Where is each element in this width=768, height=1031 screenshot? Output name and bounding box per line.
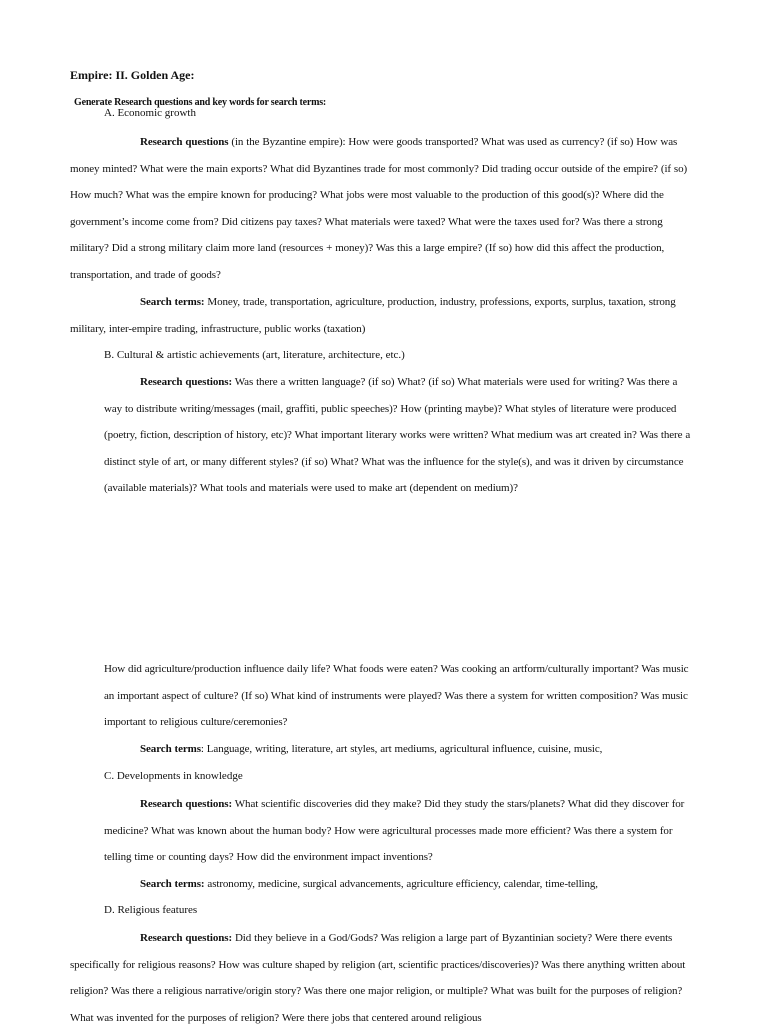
section-c-search-terms <box>104 871 696 898</box>
section-d-rq-text: Did they believe in a God/Gods? Was religion a large part of Byzantinian society? Were there events specifically for religious reasons? How was culture shaped by religion (art, scientific practices/discoveries)? Was there anything written about religion? Was there a religious narrative/origin story? Was there one major religion, or multiple? What was built for the purposes of religion? What was invented for the purposes of religion? Were there jobs that centered around religious <box>70 932 686 1024</box>
page-title: Empire: II. Golden Age: <box>70 68 195 82</box>
section-c-st-label: Search terms: <box>140 878 205 890</box>
section-c-rq-label: Research questions: <box>140 798 233 810</box>
section-a-rq-text: (in the Byzantine empire): How were goods transported? What was used as currency? (if so) How was money minted? What were the main exports? What did Byzantines trade for most commonly? Did trading occur outside of the empire? (if so) How much? What was the empire known for producing? What jobs were most valuable to the production of this good(s)? Where did the government’s income come from? Did citizens pay taxes? What materials were taxed? What were the taxes used for? Was there a strong military? Did a strong military claim more land (resources + money)? Was this a large empire? (If so) how did this affect the production, transportation, and trade of goods? <box>70 136 688 281</box>
section-a-heading: A. Economic growth <box>104 107 196 119</box>
section-b-continued: How did agriculture/production influence daily life? What foods were eaten? Was cooking an artform/culturally important? Was music an important aspect of culture? (If so) What kind of instruments were played? Was there a system for written composition? Was music important to religious culture/ceremonies? <box>104 663 689 729</box>
section-a-st-label: Search terms: <box>140 296 205 308</box>
section-c-st-text: astronomy, medicine, surgical advancements, agriculture efficiency, calendar, time-telling, <box>204 878 598 890</box>
section-b-st-text: : Language, writing, literature, art styles, art mediums, agricultural influence, cuisine, music, <box>200 743 603 755</box>
section-b-rq-text: Was there a written language? (if so) What? (if so) What materials were used for writing? Was there a way to distribute writing/messages (mail, graffiti, public speeches)? How (printing maybe)? What styles of literature were produced (poetry, fiction, description of history, etc)? What important literary works were written? What medium was art created in? Was there a distinct style of art, or many different styles? (if so) What? What was the influence for the style(s), and was it driven by circumstance (available materials)? What tools and materials were used to make art (dependent on medium)? <box>104 376 691 495</box>
section-a-st-text: Money, trade, transportation, agriculture, production, industry, professions, exports, surplus, taxation, strong military, inter-empire trading, infrastructure, public works (taxation) <box>70 296 676 335</box>
section-d-research-questions <box>70 925 700 1031</box>
section-b-research-questions <box>104 369 696 502</box>
section-a-rq-label: Research questions <box>140 136 229 148</box>
section-c-research-questions <box>104 791 696 871</box>
section-b-heading: B. Cultural & artistic achievements (art, literature, architecture, etc.) <box>104 349 405 361</box>
section-c-heading: C. Developments in knowledge <box>104 770 243 782</box>
section-b-st-label: Search terms <box>140 743 201 755</box>
section-d-rq-label: Research questions: <box>140 932 233 944</box>
section-b-rq-label: Research questions: <box>140 376 233 388</box>
section-a-search-terms <box>70 289 700 342</box>
page-subtitle: Generate Research questions and key words for search terms: <box>74 97 327 108</box>
section-c-rq-text: What scientific discoveries did they make? Did they study the stars/planets? What did they discover for medicine? What was known about the human body? How were agricultural processes made more efficient? Was there a system for telling time or counting days? How did the environment impact inventions? <box>104 798 685 864</box>
section-a-research-questions <box>70 129 700 289</box>
section-b-search-terms <box>104 736 696 763</box>
section-d-heading: D. Religious features <box>104 904 198 916</box>
